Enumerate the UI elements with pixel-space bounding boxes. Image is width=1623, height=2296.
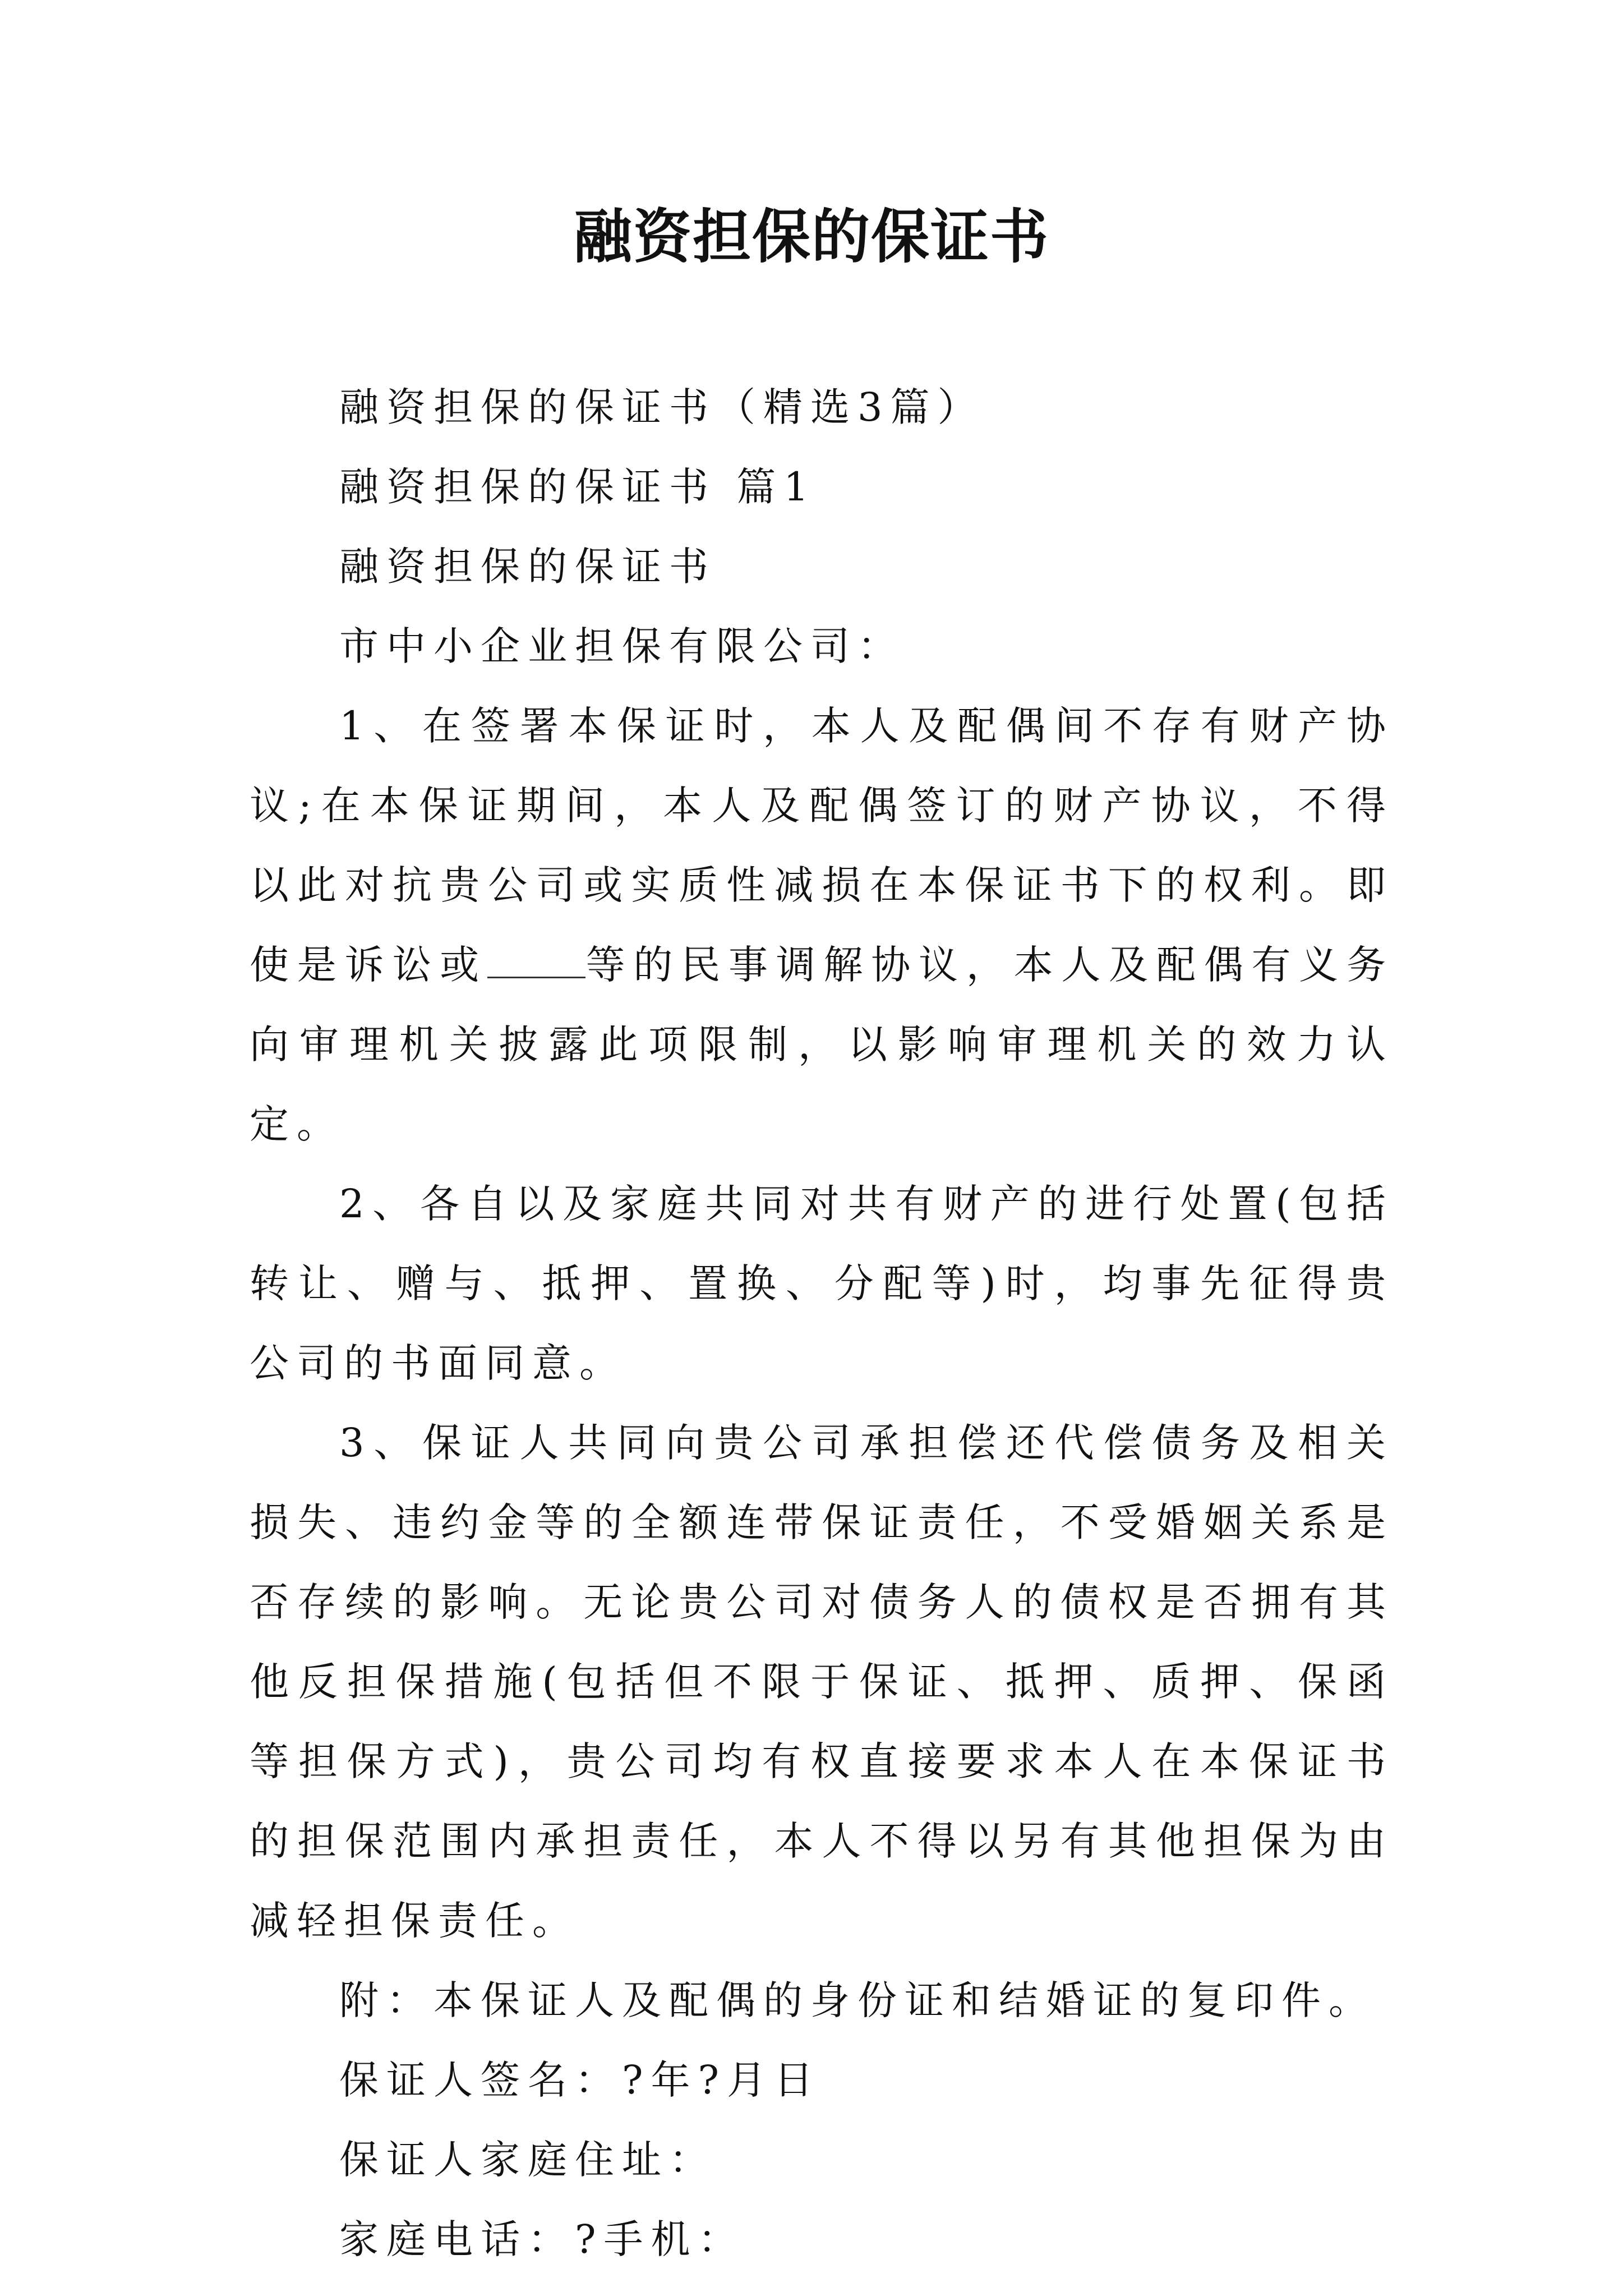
paragraph-clause-3: 3、保证人共同向贵公司承担偿还代偿债务及相关损失、违约金等的全额连带保证责任，不受婚姻关系是否存续的影响。无论贵公司对债务人的债权是否拥有其他反担保措施(包括但不限于保证、抵押、质押、保函等担保方式)，贵公司均有权直接要求本人在本保证书的担保范围内承担责任，本人不得以另有其他担保为由减轻担保责任。 [250, 1420, 1394, 1944]
paragraph-address: 保证人家庭住址： [339, 2137, 716, 2183]
document-title: 融资担保的保证书 [573, 202, 1049, 271]
clause-1-continuation: 等的民事调解协议，本人及配偶有义务向审理机关披露此项限制，以影响审理机关的效力认定。 [250, 942, 1394, 1147]
paragraph-subtitle: 融资担保的保证书（精选3篇） [339, 384, 985, 430]
paragraph-phone: 家庭电话：?手机： [339, 2216, 745, 2262]
paragraph-clause-2: 2、各自以及家庭共同对共有财产的进行处置(包括转让、赠与、抵押、置换、分配等)时，均事先征得贵公司的书面同意。 [250, 1181, 1394, 1386]
clause-1-text: 1、在签署本保证时，本人及配偶间不存有财产协议;在本保证期间，本人及配偶签订的财产协议，不得以此对抗贵公司或实质性减损在本保证书下的权利。即使是诉讼或 [250, 703, 1394, 988]
paragraph-signature: 保证人签名：?年?月日 [339, 2057, 822, 2103]
paragraph-section-heading: 融资担保的保证书 篇1 [339, 464, 817, 510]
paragraph-attachment: 附：本保证人及配偶的身份证和结婚证的复印件。 [339, 1977, 1376, 2023]
paragraph-addressee: 市中小企业担保有限公司： [339, 623, 905, 669]
blank-line [487, 974, 585, 978]
paragraph-clause-1 [250, 686, 1394, 1164]
document-body [250, 367, 1394, 2279]
paragraph-letter-title: 融资担保的保证书 [339, 544, 716, 590]
